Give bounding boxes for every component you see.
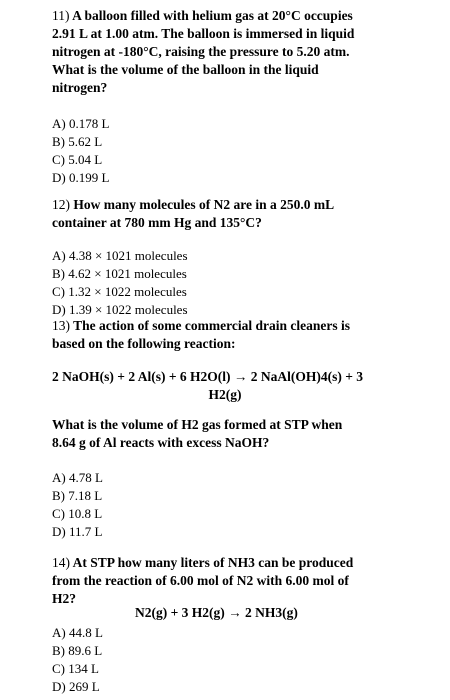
question-line: What is the volume of H2 gas formed at STP when [52,417,343,432]
question-line: What is the volume of the balloon in the liquid [52,62,319,77]
answer-option-c: C) 1.32 × 1022 molecules [52,284,187,299]
answer-option-d: D) 269 L [52,679,100,694]
answer-option-d: D) 11.7 L [52,524,103,539]
question-line: A balloon filled with helium gas at 20°C occupies [72,8,353,23]
question-line: How many molecules of N2 are in a 250.0 mL [73,197,335,212]
question-line: from the reaction of 6.00 mol of N2 with 6.00 mol of [52,573,349,588]
reaction-equation: N2(g) + 3 H2(g) → 2 NH3(g) [135,605,298,620]
question-11-options [52,115,392,187]
question-line: 8.64 g of Al reacts with excess NaOH? [52,435,270,450]
question-14-text [52,554,392,608]
question-line: nitrogen? [52,80,108,95]
question-14-options [52,624,392,696]
question-line: At STP how many liters of NH3 can be produced [72,555,354,570]
question-line: H2? [52,591,77,606]
answer-option-a: A) 4.78 L [52,470,103,485]
answer-option-b: B) 4.62 × 1021 molecules [52,266,187,281]
answer-option-b: B) 5.62 L [52,134,103,149]
question-13-options [52,469,392,541]
question-line: 2.91 L at 1.00 atm. The balloon is immersed in liquid [52,26,355,41]
answer-option-a: A) 4.38 × 1021 molecules [52,248,188,263]
question-line: container at 780 mm Hg and 135°C? [52,215,262,230]
answer-option-b: B) 7.18 L [52,488,103,503]
answer-option-a: A) 44.8 L [52,625,103,640]
question-line: based on the following reaction: [52,336,236,351]
equation-line: 2 NaOH(s) + 2 Al(s) + 6 H2O(l) → 2 NaAl(OH)4(s) + 3 [52,369,364,384]
question-13-text [52,317,392,353]
question-number: 14) [52,555,70,570]
question-line: The action of some commercial drain cleaners is [73,318,350,333]
question-number: 11) [52,8,70,23]
question-12-options [52,247,392,319]
answer-option-d: D) 1.39 × 1022 molecules [52,302,188,317]
question-13-prompt [52,416,392,452]
answer-option-d: D) 0.199 L [52,170,110,185]
answer-option-c: C) 10.8 L [52,506,103,521]
answer-option-b: B) 89.6 L [52,643,103,658]
answer-option-a: A) 0.178 L [52,116,110,131]
question-number: 13) [52,318,70,333]
question-number: 12) [52,197,70,212]
answer-option-c: C) 134 L [52,661,99,676]
question-11-text [52,7,392,97]
equation-line: H2(g) [208,387,242,402]
answer-option-c: C) 5.04 L [52,152,103,167]
question-12-text [52,196,392,232]
reaction-equation [52,368,398,404]
question-line: nitrogen at -180°C, raising the pressure to 5.20 atm. [52,44,350,59]
